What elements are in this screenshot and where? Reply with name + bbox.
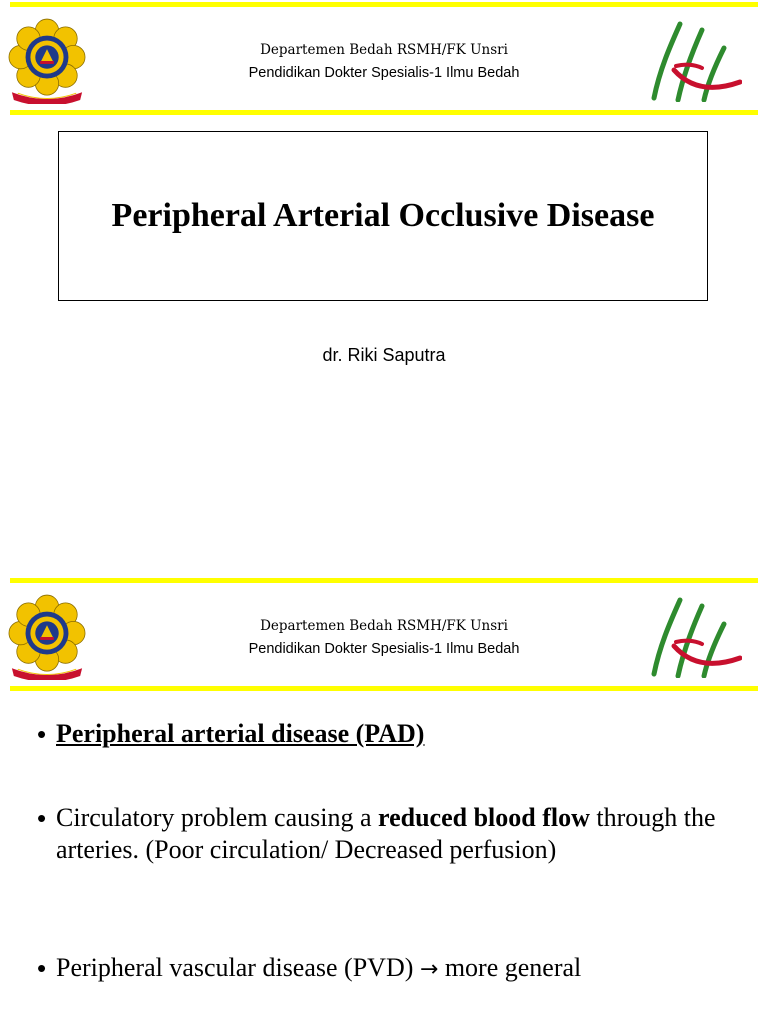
header-top-rule [10, 2, 758, 7]
title-box [58, 131, 708, 301]
bullet-text-part: Peripheral vascular disease (PVD) [56, 953, 420, 982]
header-program: Pendidikan Dokter Spesialis-1 Ilmu Bedah [248, 65, 520, 81]
bullet-dot-icon: • [37, 953, 47, 983]
bullet-text-part: Circulatory problem causing a [56, 803, 379, 832]
header-bottom-rule [10, 686, 758, 691]
bullet-text-part: through the arteries. (Poor circulation/ Decreased perfusion) [56, 803, 716, 864]
bullet-text [56, 802, 737, 866]
surgery-logo-icon [650, 20, 742, 102]
bullet-heading: Peripheral arterial disease (PAD) [56, 719, 425, 748]
header-department: Departemen Bedah RSMH/FK Unsri [260, 42, 508, 58]
surgery-logo-icon [650, 596, 742, 678]
slide-title: Peripheral Arterial Occlusive Disease [111, 197, 655, 234]
bullet-item [37, 718, 737, 750]
bullet-text [56, 952, 737, 986]
university-seal-icon [8, 18, 86, 104]
arrow-right-icon: → [419, 957, 439, 982]
bullet-item [37, 802, 737, 866]
bullet-text-part: more general [438, 953, 582, 982]
header-bottom-rule [10, 110, 758, 115]
author-name: dr. Riki Saputra [322, 345, 446, 365]
bullet-item [37, 952, 737, 986]
header-program: Pendidikan Dokter Spesialis-1 Ilmu Bedah [248, 641, 520, 657]
bullet-dot-icon: • [37, 719, 47, 749]
header-top-rule [10, 578, 758, 583]
content-slide [0, 576, 768, 1024]
bullet-dot-icon: • [37, 803, 47, 833]
university-seal-icon [8, 594, 86, 680]
header-department: Departemen Bedah RSMH/FK Unsri [260, 618, 508, 634]
bullet-emphasis: reduced blood flow [378, 803, 590, 832]
